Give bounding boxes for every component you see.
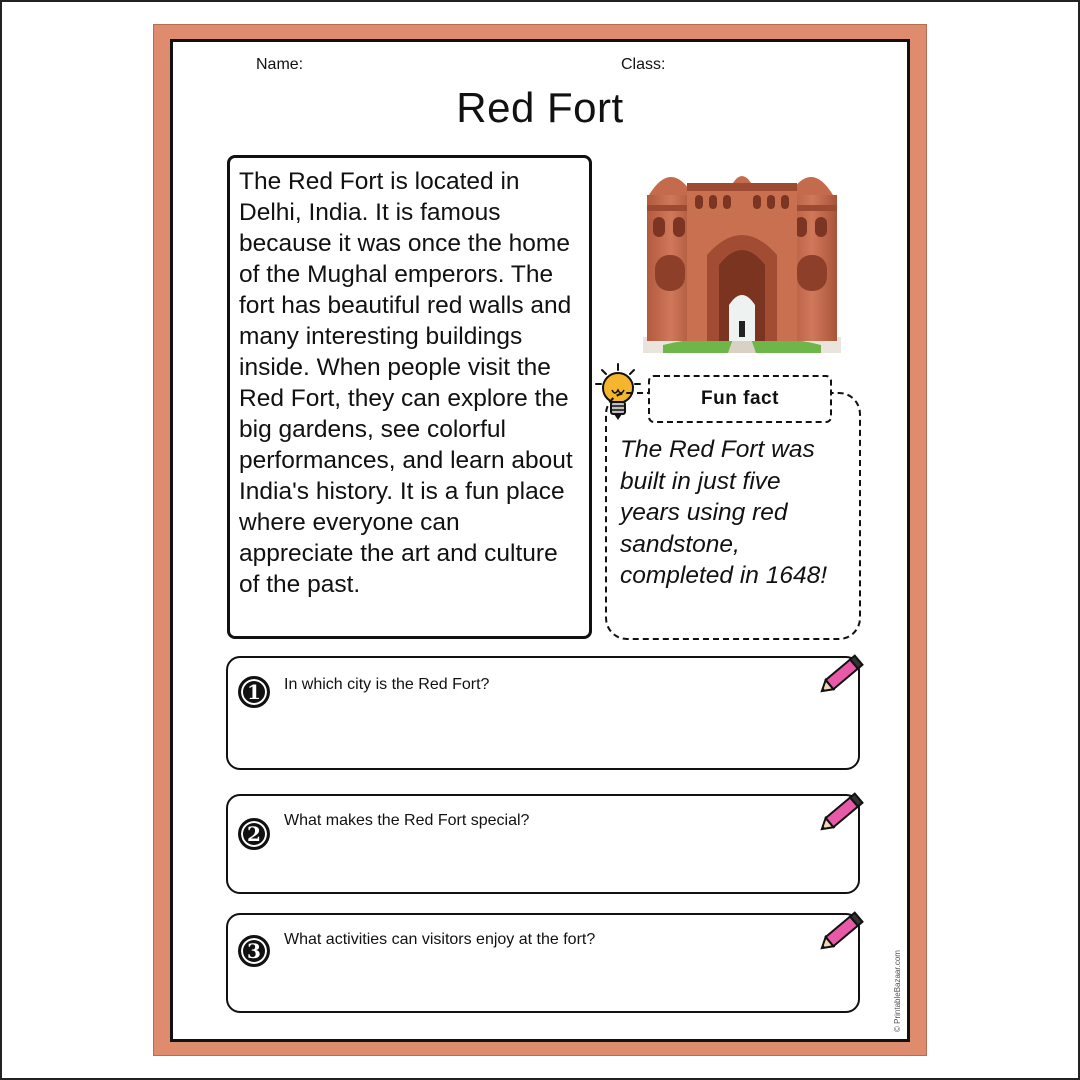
question-text: What activities can visitors enjoy at the fort? bbox=[284, 931, 596, 948]
class-label: Class: bbox=[621, 56, 666, 73]
question-number-badge: 1 bbox=[238, 676, 270, 708]
fun-fact-box bbox=[605, 392, 861, 640]
name-label: Name: bbox=[256, 56, 304, 73]
reading-passage-box bbox=[227, 155, 592, 639]
fun-fact-text: The Red Fort was built in just five years using red sandstone, completed in 1648! bbox=[620, 436, 828, 589]
question-box-1[interactable] bbox=[226, 656, 860, 770]
copyright-watermark: © PrintableBazaar.com bbox=[893, 950, 902, 1032]
question-text: In which city is the Red Fort? bbox=[284, 676, 490, 693]
question-box-3[interactable] bbox=[226, 913, 860, 1013]
pencil-icon bbox=[814, 907, 868, 957]
red-fort-illustration bbox=[643, 155, 841, 353]
pencil-icon bbox=[814, 788, 868, 838]
reading-passage-text: The Red Fort is located in Delhi, India. It is famous because it was once the home of the Mughal emperors. The fort has beautiful red walls and many interesting buildings inside. When people visit the Red Fort, they can explore the big gardens, see colorful performances, and learn about India's history. It is a fun place where everyone can appreciate the art and culture of the past. bbox=[239, 168, 573, 598]
page-title: Red Fort bbox=[456, 84, 624, 131]
pencil-icon bbox=[814, 650, 868, 700]
fun-fact-label: Fun fact bbox=[648, 375, 832, 423]
question-number-badge: 3 bbox=[238, 935, 270, 967]
question-box-2[interactable] bbox=[226, 794, 860, 894]
question-number-badge: 2 bbox=[238, 818, 270, 850]
question-text: What makes the Red Fort special? bbox=[284, 812, 530, 829]
